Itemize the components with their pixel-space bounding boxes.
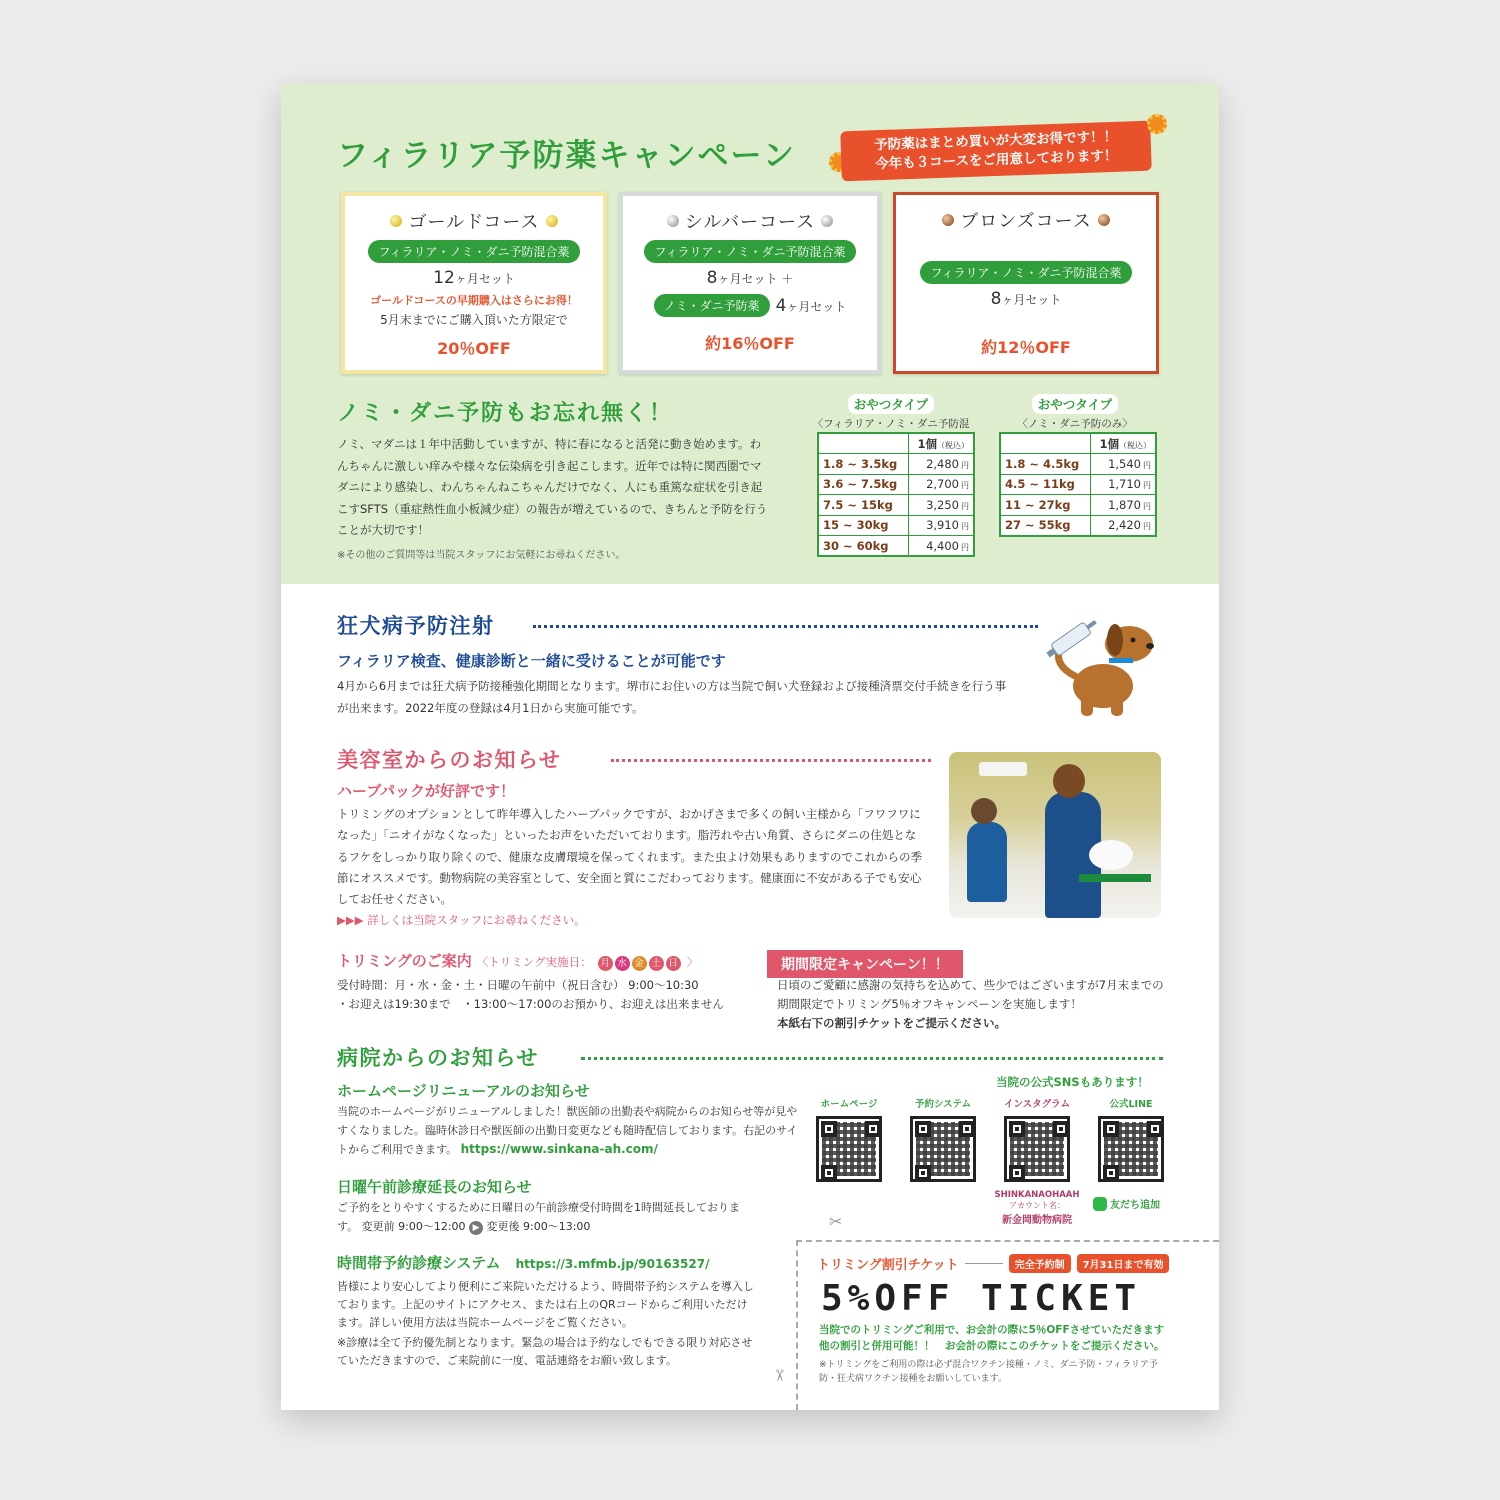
price-table-2: 1個（税込） 1.8 ~ 4.5kg 1,540 円 4.5 ~ 11kg 1,710 円 11 ~ 27kg 1,870 円 27 ~ 55kg 2,420 円	[999, 432, 1157, 537]
weight-range: 30 ~ 60kg	[818, 536, 908, 557]
price-row	[818, 454, 974, 475]
campaign-title: フィラリア予防薬キャンペーン	[337, 138, 796, 174]
early-note: ゴールドコースの早期購入はさらにお得！	[370, 294, 578, 307]
weight-range: 11 ~ 27kg	[1000, 495, 1090, 516]
price-row	[1000, 474, 1156, 495]
set-amount-2: ノミ・ダニ予防薬 4ヶ月セット	[623, 294, 877, 317]
flyer-page	[281, 84, 1219, 1410]
weight-range: 27 ~ 55kg	[1000, 515, 1090, 536]
weight-range: 7.5 ~ 15kg	[818, 495, 908, 516]
price-table-2-title: おやつタイプ 〈ノミ・ダニ予防のみ〉	[995, 394, 1155, 431]
notice-sunday-title: 日曜午前診療延長のお知らせ	[337, 1178, 532, 1196]
price-table-1-title: おやつタイプ 〈フィラリア・ノミ・ダニ予防混	[811, 394, 971, 446]
silver-course-card	[619, 192, 881, 374]
day-badge: 金	[632, 956, 647, 971]
set-amount: 12ヶ月セット	[433, 268, 515, 288]
qr-code[interactable]	[1098, 1116, 1164, 1182]
price-row	[1000, 515, 1156, 536]
course-name: ゴールドコース	[345, 208, 603, 234]
day-badge: 月	[598, 956, 613, 971]
arrow-right-icon: ▶	[469, 1221, 483, 1235]
flower-icon	[1147, 114, 1167, 134]
divider	[611, 759, 931, 762]
silver-dot-icon	[667, 215, 679, 227]
ticket-header: トリミング割引チケット 完全予約制 7月31日まで有効	[817, 1254, 1169, 1273]
rabies-body: 4月から6月までは狂犬病予防接種強化期間となります。堺市にお住いの方は当院で飼い犬登録および接種済票交付手続きを行う事が出来ます。2022年度の登録は4月1日から実施可能です。	[337, 679, 1007, 715]
weight-range: 1.8 ~ 3.5kg	[818, 454, 908, 475]
course-name: シルバーコース	[623, 208, 877, 234]
weight-range: 4.5 ~ 11kg	[1000, 474, 1090, 495]
notice-reservation-note: ※診療は全て予約優先制となります。緊急の場合は予約なしでもできる限り対応させていただきますので、ご来院前に一度、電話連絡をお願い致します。	[337, 1336, 753, 1367]
day-badge: 土	[649, 956, 664, 971]
weight-range: 1.8 ~ 4.5kg	[1000, 454, 1090, 475]
qr-code[interactable]	[910, 1116, 976, 1182]
set-amount: 8ヶ月セット	[990, 289, 1062, 309]
qr-column	[907, 1096, 979, 1246]
limited-campaign-badge: 期間限定キャンペーン！！	[767, 950, 963, 978]
flea-title: ノミ・ダニ予防もお忘れ無く！	[337, 401, 674, 426]
qr-column	[813, 1096, 885, 1246]
notice-homepage-body: 当院のホームページがリニューアルしました！獣医師の出勤表や病院からのお知らせ等が見やすくなりました。臨時休診日や獣医師の出勤日変更なども随時配信しております。右記のサイトからご利用できます。 https://www.sinkana-ah.com/	[337, 1105, 798, 1156]
product-pill: フィラリア・ノミ・ダニ予防混合薬	[368, 240, 579, 263]
ticket-description: 当院でのトリミングご利用で、お会計の際に5％OFFさせていただきます 他の割引と併用可能！！ お会計の際にこのチケットをご提示ください。	[819, 1324, 1165, 1352]
set-amount: 8ヶ月セット ＋	[706, 268, 794, 288]
price: 3,250 円	[908, 495, 974, 516]
qr-code[interactable]	[1004, 1116, 1070, 1182]
salon-title: 美容室からのお知らせ	[337, 748, 562, 772]
price: 2,480 円	[908, 454, 974, 475]
trimming-guide-title: トリミングのご案内 〈トリミング実施日： 月 水 金 土 日 〉	[337, 952, 699, 970]
trimming-days	[597, 951, 682, 970]
dog-vaccine-illustration	[1031, 614, 1161, 719]
notice-sunday-body: ご予約をとりやすくするために日曜日の午前診療受付時間を1時間延長しております。 変更前 9:00〜12:00 ▶ 変更後 9:00〜13:00	[337, 1201, 740, 1233]
product-pill-2: ノミ・ダニ予防薬	[654, 294, 770, 317]
qr-label: 予約システム	[914, 1099, 972, 1110]
rabies-title: 狂犬病予防注射	[337, 614, 495, 638]
qr-label: ホームページ	[820, 1099, 878, 1110]
discount: 約16％OFF	[705, 334, 795, 353]
price-row	[1000, 495, 1156, 516]
qr-label: インスタグラム	[1003, 1099, 1071, 1110]
course-name: ブロンズコース	[896, 207, 1156, 233]
day-badge: 水	[615, 956, 630, 971]
bronze-course-card	[893, 192, 1159, 374]
divider	[533, 625, 1038, 628]
price: 1,540 円	[1090, 454, 1156, 475]
salon-body: トリミングのオプションとして昨年導入したハーブパックですが、おかげさまで多くの飼い主様から「フワフワになった」「ニオイがなくなった」といったお声をいただいております。脂汚れや古い角質、さらにダニの住処となるフケをしっかり取り除くので、健康な皮膚環境を保ってくれます。また虫よけ効果もありますのでこれからの季節にオススメです。動物病院の美容室として、安全面と質にこだわっております。健康面に不安がある子でも安心してお任せください。	[337, 807, 922, 907]
discount: 約12％OFF	[981, 338, 1071, 357]
reservation-link[interactable]: https://3.mfmb.jp/90163527/	[515, 1257, 710, 1271]
price: 1,710 円	[1090, 474, 1156, 495]
instagram-account: SHINKANAOHAAH アカウント名： 新金岡動物病院	[994, 1190, 1080, 1226]
limit-note: 5月末までにご購入頂いた方限定で	[380, 313, 568, 327]
line-icon	[1093, 1197, 1107, 1211]
bronze-dot-icon	[942, 214, 954, 226]
bubble-line-1: 予防薬はまとめ買いが大変お得です！！	[873, 128, 1118, 154]
qr-label: 公式LINE	[1109, 1099, 1153, 1110]
price-row	[1000, 454, 1156, 475]
silver-dot-icon	[821, 215, 833, 227]
price: 3,910 円	[908, 515, 974, 536]
qr-code[interactable]	[816, 1116, 882, 1182]
ticket-note: ※トリミングをご利用の際は必ず混合ワクチン接種・ノミ、ダニ予防・フィラリア予防・狂犬病ワクチン接種をお願いしています。	[819, 1360, 1158, 1384]
salon-more: ▶▶▶ 詳しくは当院スタッフにお尋ねください。	[337, 913, 586, 927]
grooming-photo	[949, 752, 1161, 918]
weight-range: 3.6 ~ 7.5kg	[818, 474, 908, 495]
rabies-sub: フィラリア検査、健康診断と一緒に受けることが可能です	[337, 652, 726, 670]
gold-dot-icon	[390, 215, 402, 227]
salon-sub: ハーブパックが好評です！	[337, 782, 516, 800]
trimming-hours: 受付時間：月・水・金・土・日曜の午前中（祝日含む） 9:00〜10:30 ・お迎えは19:30まで ・13:00〜17:00のお預かり、お迎えは出来ません	[337, 978, 724, 1011]
scissors-icon: ✂	[770, 1368, 790, 1383]
product-pill: フィラリア・ノミ・ダニ予防混合薬	[920, 261, 1131, 284]
gold-course-card	[341, 192, 607, 374]
price: 4,400 円	[908, 536, 974, 557]
price-row	[818, 474, 974, 495]
ticket-headline: 5%OFF TICKET	[821, 1278, 1142, 1319]
flea-body: ノミ、マダニは１年中活動していますが、特に春になると活発に動き始めます。わんちゃんに激しい痒みや様々な伝染病を引き起こします。近年では特に関西圏でマダニにより感染し、わんちゃんねこちゃんだけでなく、人にも重篤な症状を引き起こすSFTS（重症熱性血小板減少症）の報告が増えているので、きちんと予防を行うことが大切です！	[337, 437, 768, 537]
price: 2,700 円	[908, 474, 974, 495]
weight-range: 15 ~ 30kg	[818, 515, 908, 536]
qr-column	[1095, 1096, 1167, 1246]
campaign-body: 日頃のご愛顧に感謝の気持ちを込めて、些少ではございますが7月末までの期間限定でトリミング5％オフキャンペーンを実施します！ 本紙右下の割引チケットをご提示ください。	[777, 978, 1164, 1030]
price: 1,870 円	[1090, 495, 1156, 516]
price: 2,420 円	[1090, 515, 1156, 536]
homepage-link[interactable]: https://www.sinkana-ah.com/	[460, 1142, 658, 1156]
bubble-line-2: 今年も３コースをご用意しております！	[874, 147, 1118, 173]
price-row	[818, 515, 974, 536]
notice-homepage-title: ホームページリニューアルのお知らせ	[337, 1082, 590, 1100]
flea-note: ※その他のご質問等は当院スタッフにお気軽にお尋ねください。	[337, 550, 626, 561]
scissors-icon: ✂	[829, 1212, 843, 1231]
sns-title: 当院の公式SNSもあります！	[996, 1075, 1149, 1089]
price-row	[818, 536, 974, 557]
divider	[581, 1057, 1163, 1060]
discount: 20％OFF	[437, 339, 511, 358]
price-table-1: 1個（税込） 1.8 ~ 3.5kg 2,480 円 3.6 ~ 7.5kg 2,700 円 7.5 ~ 15kg 3,250 円 15 ~ 30kg 3,910 円 30 ~ 60kg 4,400 円	[817, 432, 975, 557]
hospital-title: 病院からのお知らせ	[337, 1046, 539, 1070]
bronze-dot-icon	[1098, 214, 1110, 226]
line-add-friend[interactable]: 友だち追加	[1093, 1196, 1160, 1211]
price-row	[818, 495, 974, 516]
notice-reservation-title: 時間帯予約診療システム https://3.mfmb.jp/90163527/	[337, 1254, 710, 1272]
notice-reservation-body: 皆様により安心してより便利にご来院いただけるよう、時間帯予約システムを導入しております。上記のサイトにアクセス、または右上のQRコードからご利用いただけます。詳しい使用方法は当院ホームページをご覧ください。	[337, 1280, 754, 1329]
gold-dot-icon	[546, 215, 558, 227]
day-badge: 日	[666, 956, 681, 971]
product-pill: フィラリア・ノミ・ダニ予防混合薬	[644, 240, 855, 263]
